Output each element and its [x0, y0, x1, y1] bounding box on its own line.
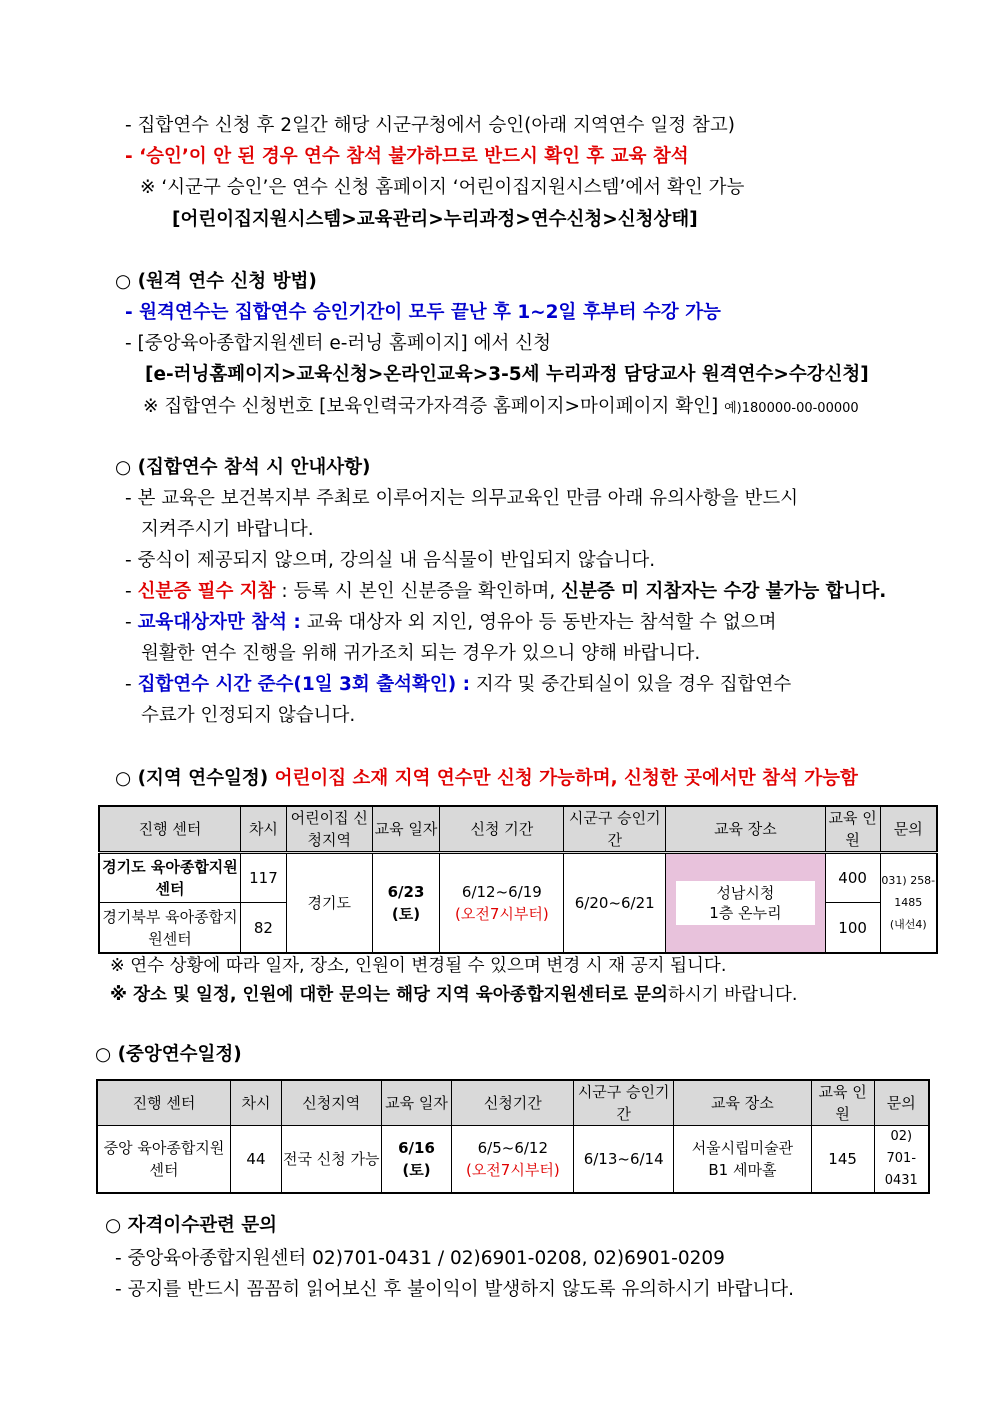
region-cell: 경기도: [286, 853, 372, 953]
date-cell: 6/23 (토): [372, 853, 440, 953]
header-contact: 문의: [880, 806, 937, 853]
application-number-note: ※ 집합연수 신청번호 [보육인력국가자격증 홈페이지>마이페이지 확인] 예)180000-00-00000: [143, 396, 859, 417]
table-header-row: [99, 806, 937, 853]
date-cell: 6/16 (토): [381, 1126, 452, 1194]
attendance-guide-time: - 집합연수 시간 준수(1일 3회 출석확인) : 지각 및 중간퇴실이 있을 경우 집합연수: [125, 674, 792, 695]
header-place: 교육 장소: [666, 806, 825, 853]
header-capacity: 교육 인원: [811, 1080, 874, 1126]
attendance-guide-title: ○ (집합연수 참석 시 안내사항): [115, 457, 371, 478]
remote-training-path: [e-러닝홈페이지>교육신청>온라인교육>3-5세 누리과정 담당교사 원격연수>수강신청]: [145, 364, 869, 385]
application-number-example: 예)180000-00-00000: [724, 401, 859, 416]
header-date: 교육 일자: [372, 806, 440, 853]
regional-schedule-title: ○ (지역 연수일정) 어린이집 소재 지역 연수만 신청 가능하며, 신청한 곳에서만 참석 가능함: [115, 768, 858, 789]
attendance-guide-target: - 교육대상자만 참석 : 교육 대상자 외 지인, 영유아 등 동반자는 참석할 수 없으며: [125, 612, 777, 633]
header-center: 진행 센터: [99, 806, 240, 853]
header-center: 진행 센터: [97, 1080, 231, 1126]
session-cell: 82: [240, 903, 286, 953]
qualification-inquiry-title: ○ 자격이수관련 문의: [105, 1215, 277, 1236]
remote-training-title: ○ (원격 연수 신청 방법): [115, 271, 317, 292]
header-apply-period: 신청기간: [452, 1080, 574, 1126]
session-cell: 117: [240, 853, 286, 903]
header-region: 신청지역: [281, 1080, 381, 1126]
place-cell: 서울시립미술관 B1 세마홀: [674, 1126, 812, 1194]
capacity-cell: 145: [811, 1126, 874, 1194]
apply-period-cell: 6/12~6/19 (오전7시부터): [440, 853, 564, 953]
attendance-guide-meal: - 중식이 제공되지 않으며, 강의실 내 음식물이 반입되지 않습니다.: [125, 550, 656, 571]
header-place: 교육 장소: [674, 1080, 812, 1126]
header-approve-period: 시군구 승인기간: [564, 806, 666, 853]
capacity-cell: 400: [825, 853, 880, 903]
header-session: 차시: [240, 806, 286, 853]
apply-period-cell: 6/5~6/12 (오전7시부터): [452, 1126, 574, 1194]
table-row: [99, 853, 937, 903]
approval-check-note: ※ ‘시군구 승인’은 연수 신청 홈페이지 ‘어린이집지원시스템’에서 확인 가능: [140, 177, 745, 198]
contact-cell: 02) 701- 0431: [874, 1126, 929, 1194]
attendance-guide-line1-cont: 지켜주시기 바랍니다.: [141, 519, 314, 540]
schedule-change-note: ※ 연수 상황에 따라 일자, 장소, 인원이 변경될 수 있으며 변경 시 재 공지 됩니다.: [110, 956, 727, 976]
attendance-guide-time-cont: 수료가 인정되지 않습니다.: [141, 705, 356, 726]
central-schedule-title: ○ (중앙연수일정): [95, 1044, 242, 1065]
header-capacity: 교육 인원: [825, 806, 880, 853]
attendance-guide-target-cont: 원활한 연수 진행을 위해 귀가조치 되는 경우가 있으니 양해 바랍니다.: [141, 643, 701, 664]
header-region: 어린이집 신청지역: [286, 806, 372, 853]
table-row: [97, 1126, 929, 1194]
center-cell: 경기도 육아종합지원센터: [99, 853, 240, 903]
regional-schedule-table: [98, 805, 938, 954]
header-approve-period: 시군구 승인기간: [574, 1080, 674, 1126]
table-header-row: [97, 1080, 929, 1126]
attendance-guide-id: - 신분증 필수 지참 : 등록 시 본인 신분증을 확인하며, 신분증 미 지참자는 수강 불가능 합니다.: [125, 581, 887, 602]
approval-info-line: - 집합연수 신청 후 2일간 해당 시군구청에서 승인(아래 지역연수 일정 참고): [125, 115, 735, 136]
remote-training-apply: - [중앙육아종합지원센터 e-러닝 홈페이지] 에서 신청: [125, 333, 551, 354]
place-cell: 성남시청 1층 온누리: [666, 853, 825, 953]
schedule-inquiry-note: ※ 장소 및 일정, 인원에 대한 문의는 해당 지역 육아종합지원센터로 문의하시기 바랍니다.: [110, 985, 798, 1005]
remote-training-availability: - 원격연수는 집합연수 승인기간이 모두 끝난 후 1~2일 후부터 수강 가능: [125, 302, 721, 323]
approval-check-path: [어린이집지원시스템>교육관리>누리과정>연수신청>신청상태]: [172, 209, 698, 230]
header-session: 차시: [231, 1080, 282, 1126]
region-cell: 전국 신청 가능: [281, 1126, 381, 1194]
contact-cell: 031) 258- 1485 (내선4): [880, 853, 937, 953]
attendance-guide-line1: - 본 교육은 보건복지부 주최로 이루어지는 의무교육인 만큼 아래 유의사항을 반드시: [125, 488, 799, 509]
center-cell: 중앙 육아종합지원센터: [97, 1126, 231, 1194]
qualification-inquiry-notice: - 공지를 반드시 꼼꼼히 읽어보신 후 불이익이 발생하지 않도록 유의하시기 바랍니다.: [115, 1279, 794, 1300]
header-contact: 문의: [874, 1080, 929, 1126]
approval-warning-line: - ‘승인’이 안 된 경우 연수 참석 불가하므로 반드시 확인 후 교육 참석: [125, 146, 689, 167]
qualification-inquiry-contact: - 중앙육아종합지원센터 02)701-0431 / 02)6901-0208, 02)6901-0209: [115, 1248, 725, 1269]
header-apply-period: 신청 기간: [440, 806, 564, 853]
approve-period-cell: 6/20~6/21: [564, 853, 666, 953]
center-cell: 경기북부 육아종합지원센터: [99, 903, 240, 953]
capacity-cell: 100: [825, 903, 880, 953]
header-date: 교육 일자: [381, 1080, 452, 1126]
approve-period-cell: 6/13~6/14: [574, 1126, 674, 1194]
session-cell: 44: [231, 1126, 282, 1194]
central-schedule-table: [96, 1079, 930, 1194]
